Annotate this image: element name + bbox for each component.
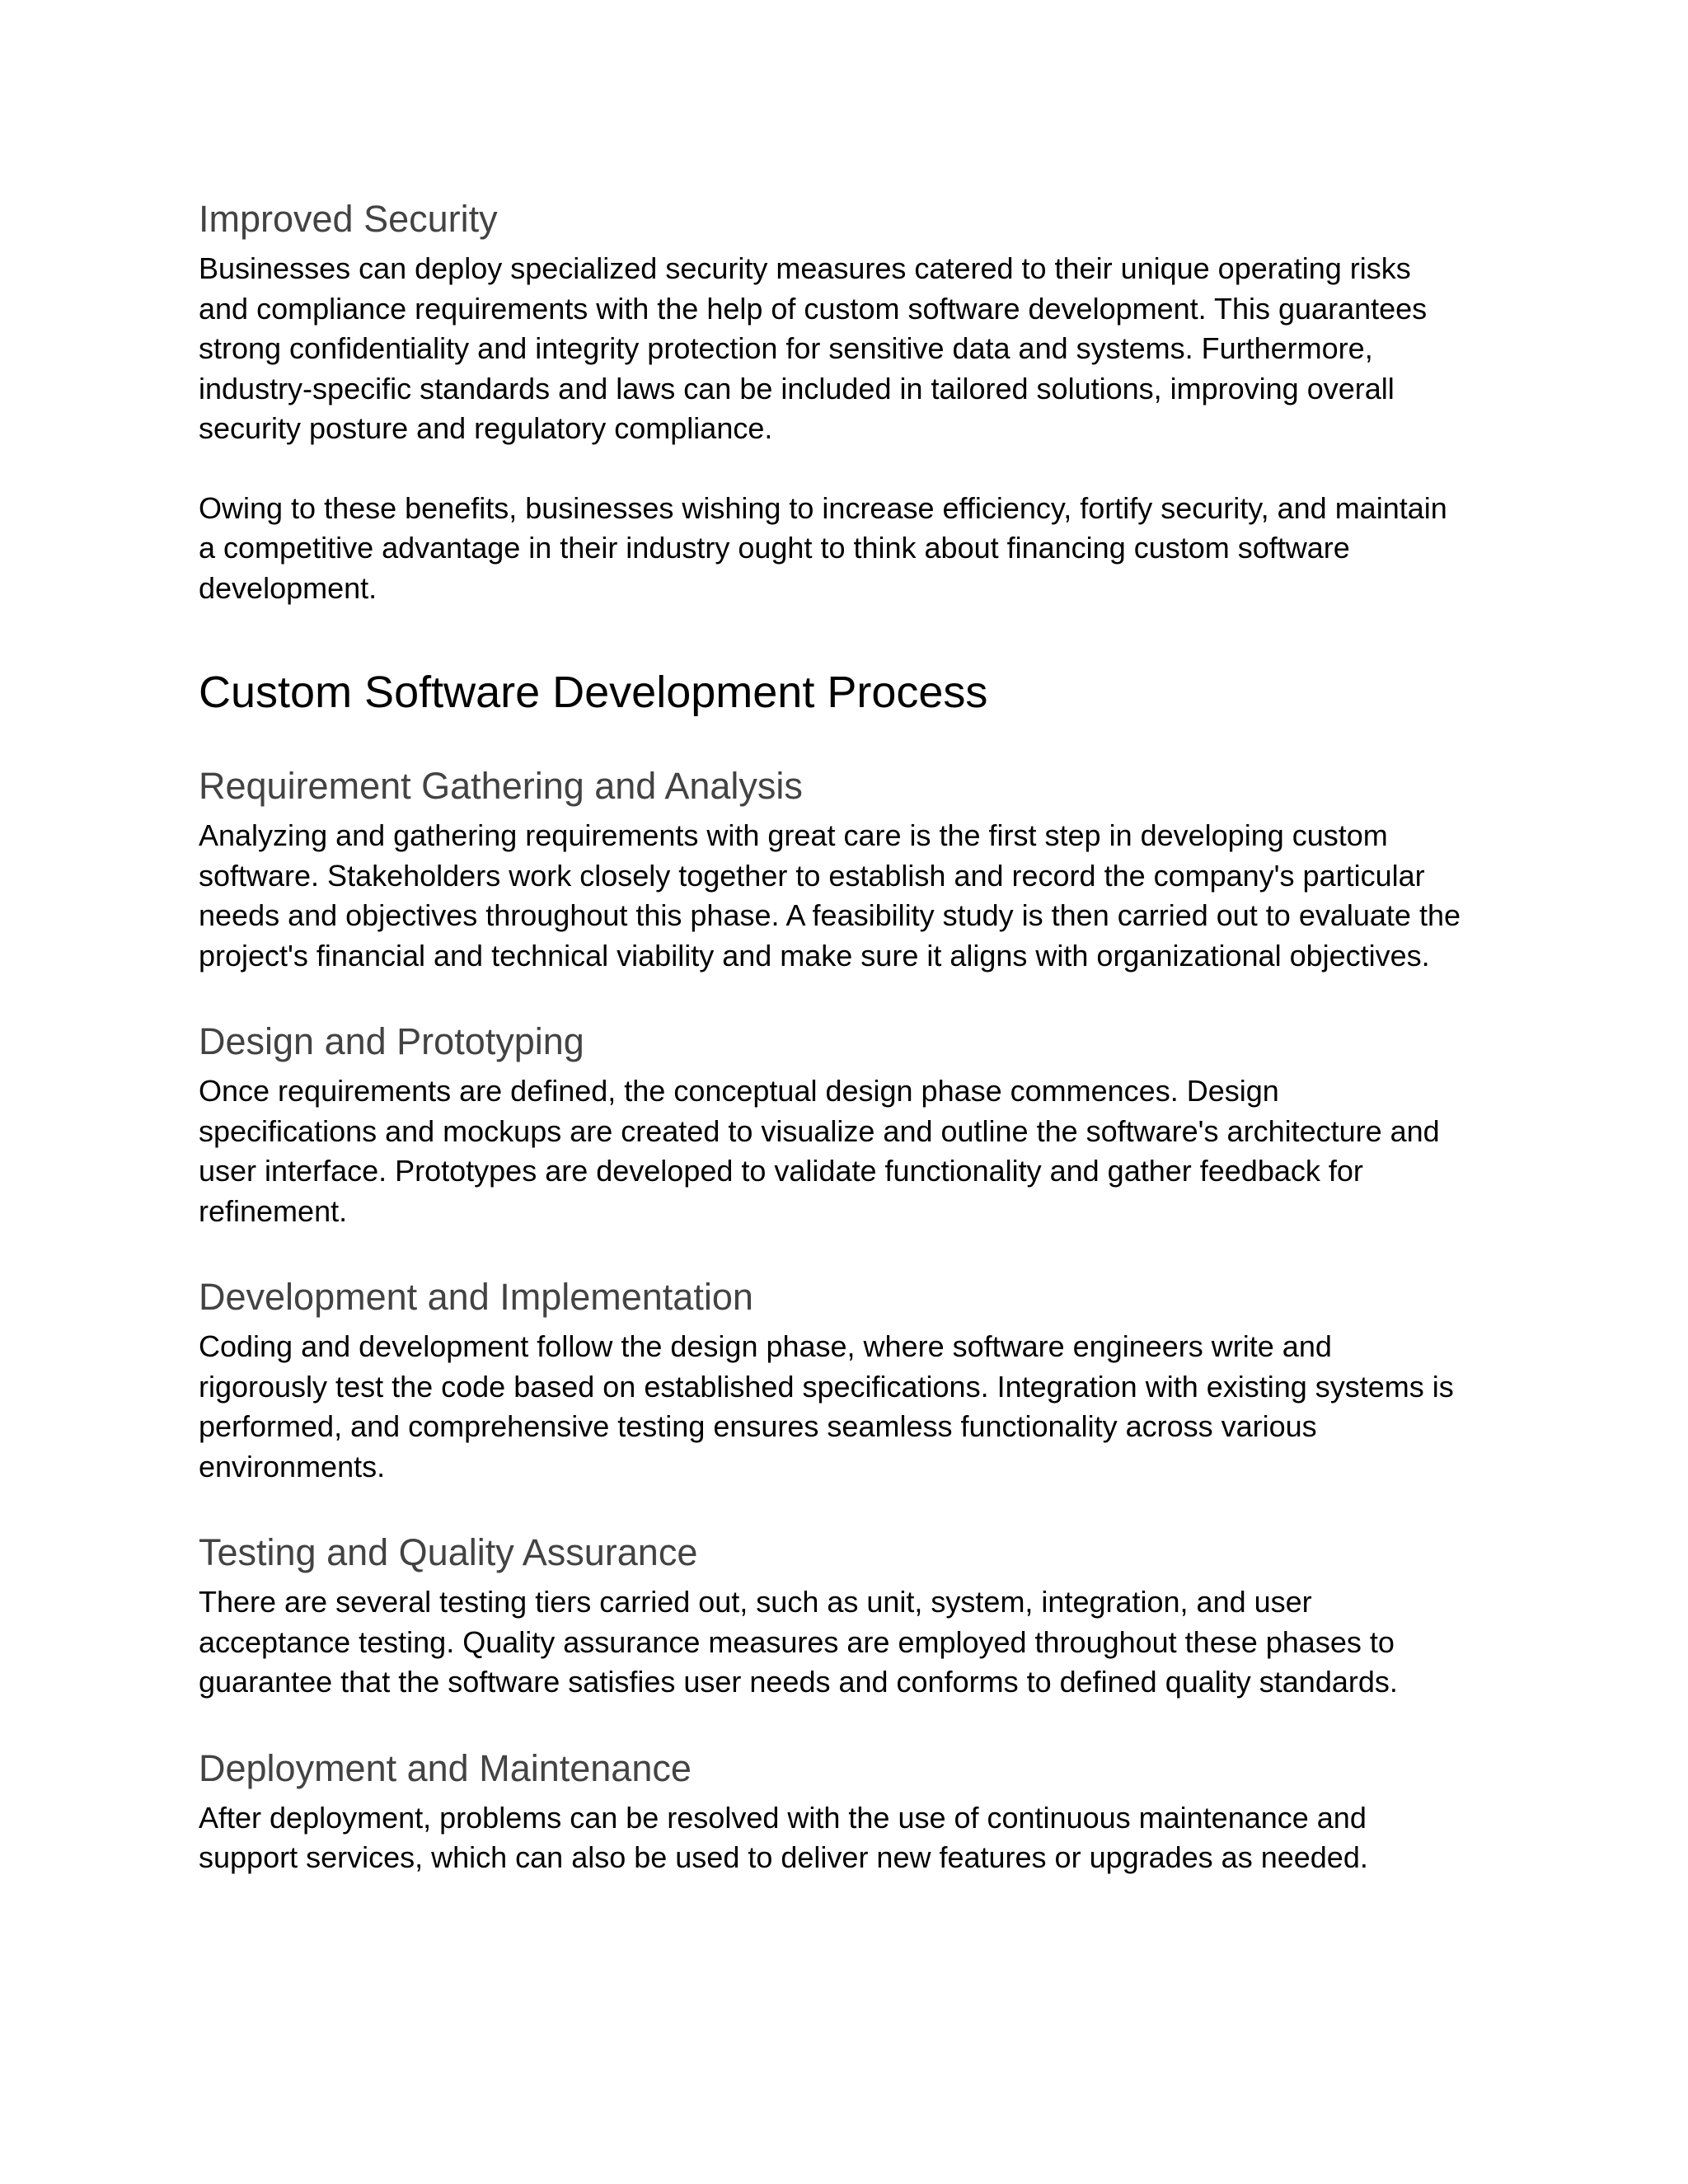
text-line: development. (199, 570, 377, 605)
text-line: and compliance requirements with the help of custom software development. This guarantees (199, 291, 1428, 326)
text-line: industry-specific standards and laws can be included in tailored solutions, improving overall (199, 371, 1395, 405)
section-heading-testing: Testing and Quality Assurance (199, 1531, 698, 1573)
text-line: user interface. Prototypes are developed to validate functionality and gather feedback for (199, 1154, 1363, 1188)
text-line: needs and objectives throughout this phase. A feasibility study is then carried out to evaluate the (199, 898, 1461, 932)
paragraph-deployment (199, 1798, 1517, 1878)
paragraph-benefits-summary (199, 489, 1517, 609)
paragraph-development (199, 1327, 1517, 1487)
section-heading-requirements: Requirement Gathering and Analysis (199, 765, 803, 807)
section-heading-development: Development and Implementation (199, 1276, 753, 1318)
document-page (199, 196, 1517, 1878)
text-line: Analyzing and gathering requirements with great care is the first step in developing custom (199, 818, 1388, 852)
text-line: Businesses can deploy specialized security measures catered to their unique operating risks (199, 251, 1411, 285)
text-line: strong confidentiality and integrity protection for sensitive data and systems. Furthermore, (199, 331, 1373, 365)
text-line: guarantee that the software satisfies user needs and conforms to defined quality standards. (199, 1665, 1398, 1699)
paragraph-testing (199, 1582, 1517, 1703)
text-line: project's financial and technical viability and make sure it aligns with organizational objectives. (199, 938, 1430, 972)
text-line: environments. (199, 1449, 386, 1483)
text-line: Owing to these benefits, businesses wishing to increase efficiency, fortify security, and maintain (199, 490, 1447, 525)
text-line: There are several testing tiers carried out, such as unit, system, integration, and user (199, 1585, 1312, 1619)
text-line: specifications and mockups are created to visualize and outline the software's architecture and (199, 1113, 1440, 1148)
paragraph-security (199, 249, 1517, 449)
text-line: Once requirements are defined, the conceptual design phase commences. Design (199, 1074, 1279, 1108)
text-line: performed, and comprehensive testing ensures seamless functionality across various (199, 1409, 1317, 1443)
section-heading-deployment: Deployment and Maintenance (199, 1746, 692, 1789)
section-heading-design: Design and Prototyping (199, 1020, 584, 1062)
text-line: security posture and regulatory compliance. (199, 411, 773, 445)
text-line: software. Stakeholders work closely together to establish and record the company's particular (199, 858, 1425, 893)
text-line: a competitive advantage in their industry ought to think about financing custom software (199, 531, 1350, 565)
text-line: acceptance testing. Quality assurance measures are employed throughout these phases to (199, 1624, 1395, 1659)
text-line: Coding and development follow the design phase, where software engineers write and (199, 1329, 1332, 1363)
main-heading: Custom Software Development Process (199, 668, 988, 717)
section-heading-improved-security: Improved Security (199, 198, 498, 240)
text-line: support services, which can also be used to deliver new features or upgrades as needed. (199, 1840, 1368, 1874)
paragraph-requirements (199, 816, 1517, 976)
text-line: rigorously test the code based on established specifications. Integration with existing systems is (199, 1369, 1454, 1404)
paragraph-design (199, 1071, 1517, 1231)
text-line: refinement. (199, 1193, 348, 1228)
text-line: After deployment, problems can be resolved with the use of continuous maintenance and (199, 1800, 1367, 1835)
